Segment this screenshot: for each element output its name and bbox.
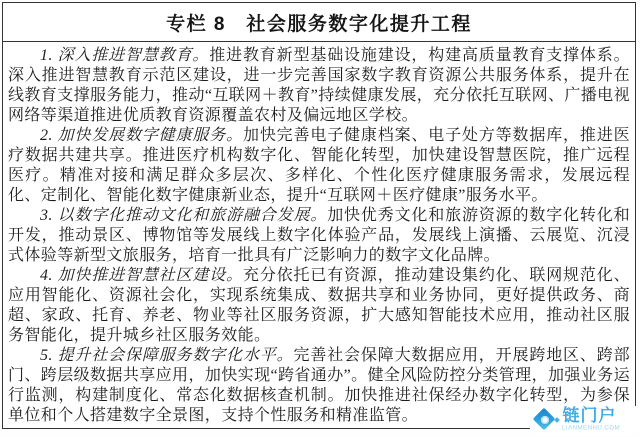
item-5-heading: 5. 提升社会保障服务数字化水平。 [40, 347, 294, 364]
list-item [8, 206, 630, 266]
watermark-logo [530, 406, 639, 434]
item-2-heading: 2. 加快发展数字健康服务。 [40, 127, 243, 144]
item-4-heading: 4. 加快推进智慧社区建设。 [40, 267, 243, 284]
item-2-text: 加快完善电子健康档案、电子处方等数据库，推进医疗数据共建共享。推进医疗机构数字化、智能化转型，加快建设智慧医院，推广远程医疗。精准对接和满足群众多层次、多样化、个性化医疗健康服务需求，发展远程化、定制化、智能化数字健康新业态，提升“互联网＋医疗健康”服务水平。 [8, 127, 630, 204]
column-box [2, 2, 636, 432]
item-1-text: 推进教育新型基础设施建设，构建高质量教育支撑体系。深入推进智慧教育示范区建设，进一步完善国家数字教育资源公共服务体系，提升在线教育支撑服务能力，推动“互联网＋教育”持续健康发展，充分依托互联网、广播电视网络等渠道推进优质教育资源覆盖农村及偏远地区学校。 [8, 47, 630, 124]
item-1-heading: 1. 深入推进智慧教育。 [40, 47, 210, 64]
column-body [3, 42, 635, 426]
watermark-text [562, 407, 637, 433]
list-item [8, 126, 630, 206]
list-item [8, 266, 630, 346]
item-3-heading: 3. 以数字化推动文化和旅游融合发展。 [40, 207, 328, 224]
page-title: 专栏 8 社会服务数字化提升工程 [3, 3, 635, 42]
item-4-text: 充分依托已有资源，推动建设集约化、联网规范化、应用智能化、资源社会化，实现系统集成、数据共享和业务协同，更好提供政务、商超、家政、托育、养老、物业等社区服务资源，扩大感知智能技术应用，推动社区服务智能化，提升城乡社区服务效能。 [8, 267, 630, 344]
watermark-brand-name: 链门户 [562, 406, 617, 425]
diamond-gem-icon [532, 407, 558, 433]
item-5-text: 完善社会保障大数据应用，开展跨地区、跨部门、跨层级数据共享应用，加快实现“跨省通办”。健全风险防控分类管理，加强业务运行监测，构建制度化、常态化数据核查机制。加快推进社保经办数字化转型，为参保单位和个人搭建数字全景图，支持个性服务和精准监管。 [8, 347, 630, 424]
diamond-dot [555, 417, 561, 423]
watermark-domain: LIANMENHU.COM [562, 424, 621, 432]
list-item [8, 46, 630, 126]
item-3-text: 加快优秀文化和旅游资源的数字化转化和开发，推动景区、博物馆等发展线上数字化体验产品，发展线上演播、云展览、沉浸式体验等新型文旅服务，培育一批具有广泛影响力的数字文化品牌。 [8, 207, 630, 264]
